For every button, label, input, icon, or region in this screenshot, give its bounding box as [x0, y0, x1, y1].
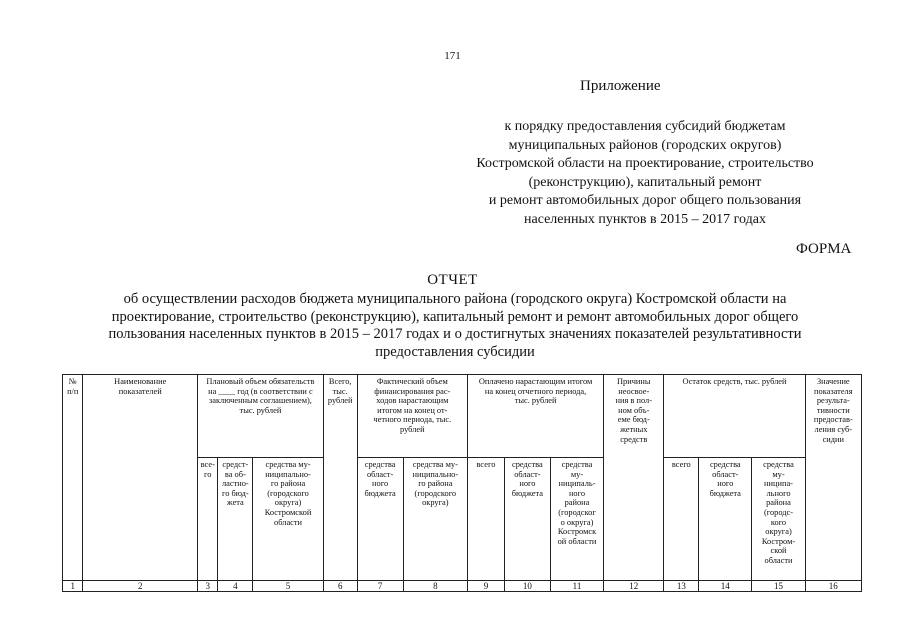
header-paid: Оплачено нарастающим итогом на конец отчетного периода, тыс. рублей — [468, 375, 604, 458]
header-indicator: Значение показателя результа- тивности предостав- ления суб- сидии — [805, 375, 861, 581]
header-num: № п/п — [63, 375, 83, 581]
column-number: 16 — [805, 581, 861, 592]
header-remainder: Остаток средств, тыс. рублей — [664, 375, 805, 458]
appendix-description — [420, 118, 870, 229]
report-title: ОТЧЕТ — [427, 272, 478, 288]
column-number: 8 — [403, 581, 467, 592]
appendix-line: (реконструкцию), капитальный ремонт — [528, 174, 762, 190]
appendix-line: Костромской области на проектирование, строительство — [476, 156, 814, 171]
subheader-paid-municipal: средства му- ниципаль- ного района (городског о округа) Костромск ой области — [550, 458, 603, 581]
form-label: ФОРМА — [796, 241, 852, 257]
subheader-planned-total: все- го — [198, 458, 218, 581]
subheader-remainder-municipal: средства му- ниципа- льного района (городс- кого округа) Костром- ской области — [752, 458, 805, 581]
report-subtitle — [90, 291, 820, 361]
appendix-title: Приложение — [580, 78, 661, 94]
column-number: 11 — [550, 581, 603, 592]
report-table — [62, 374, 862, 592]
column-number: 15 — [752, 581, 805, 592]
column-number: 9 — [468, 581, 505, 592]
subheader-remainder-total: всего — [664, 458, 699, 581]
column-number: 4 — [218, 581, 253, 592]
appendix-line: муниципальных районов (городских округов) — [508, 137, 782, 153]
header-planned: Плановый объем обязательств на ____ год (в соответствии с заключенным соглашением), тыс. рублей — [198, 375, 324, 458]
column-number: 1 — [63, 581, 83, 592]
column-number: 5 — [253, 581, 324, 592]
report-subtitle-line: предоставления субсидии — [375, 343, 535, 360]
report-subtitle-line: пользования населенных пунктов в 2015 – 2017 годах и о достигнутых значениях показателей результативности — [108, 326, 802, 342]
column-number: 14 — [699, 581, 752, 592]
report-subtitle-line: проектирование, строительство (реконструкцию), капитальный ремонт и ремонт автомобильных дорог общего — [111, 308, 799, 325]
page-number: 171 — [444, 50, 461, 62]
subheader-remainder-regional: средства област- ного бюджета — [699, 458, 752, 581]
column-number: 12 — [604, 581, 664, 592]
table-header-row — [63, 375, 862, 458]
column-number: 6 — [323, 581, 357, 592]
header-reasons: Причины неосвое- ния в пол- ном объ- еме бюд- жетных средств — [604, 375, 664, 581]
subheader-planned-regional: средст- ва об- ластно- го бюд- жета — [218, 458, 253, 581]
appendix-line: и ремонт автомобильных дорог общего пользования — [488, 193, 802, 208]
subheader-planned-municipal: средства му- ниципально- го района (городского округа) Костромской области — [253, 458, 324, 581]
column-number: 2 — [83, 581, 198, 592]
column-number: 10 — [504, 581, 550, 592]
header-name: Наименование показателей — [83, 375, 198, 581]
subheader-actual-municipal: средства му- ниципально- го района (городского округа) — [403, 458, 467, 581]
header-total: Всего, тыс. рублей — [323, 375, 357, 581]
subheader-paid-total: всего — [468, 458, 505, 581]
subheader-actual-regional: средства област- ного бюджета — [357, 458, 403, 581]
appendix-line: к порядку предоставления субсидий бюджетам — [504, 119, 786, 134]
column-number: 7 — [357, 581, 403, 592]
column-number: 13 — [664, 581, 699, 592]
appendix-line: населенных пунктов в 2015 – 2017 годах — [524, 211, 766, 227]
column-number: 3 — [198, 581, 218, 592]
report-subtitle-line: об осуществлении расходов бюджета муниципального района (городского округа) Костромской области на — [123, 291, 787, 307]
subheader-paid-regional: средства област- ного бюджета — [504, 458, 550, 581]
header-actual: Фактический объем финансирования рас- ходов нарастающим итогом на конец от- четного периода, тыс. рублей — [357, 375, 467, 458]
column-number-row — [63, 581, 862, 592]
